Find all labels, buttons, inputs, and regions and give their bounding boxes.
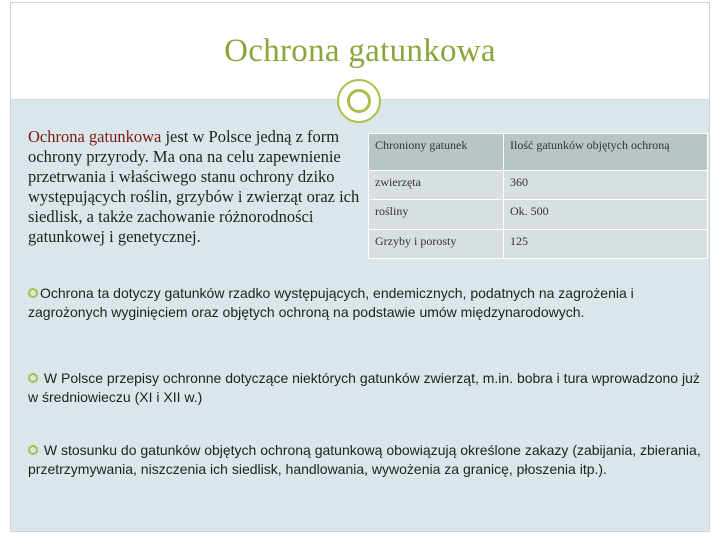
slide-title: Ochrona gatunkowa <box>224 33 496 69</box>
ring-ornament-icon <box>337 79 381 123</box>
bullet-item <box>28 284 704 322</box>
table-header: Ilość gatunków objętych ochroną <box>504 134 708 171</box>
table-header: Chroniony gatunek <box>369 134 504 171</box>
species-table <box>368 133 708 259</box>
bullet-text: W Polsce przepisy ochronne dotyczące niektórych gatunków zwierząt, m.in. bobra i tura wprowadzono już w średniowieczu (XI i XII w.) <box>28 370 700 405</box>
table-row <box>369 171 708 200</box>
table-cell: rośliny <box>369 200 504 230</box>
intro-paragraph <box>28 127 370 247</box>
intro-highlight: Ochrona gatunkowa <box>28 127 162 146</box>
table-header-row <box>369 134 708 171</box>
bullet-text: W stosunku do gatunków objętych ochroną gatunkową obowiązują określone zakazy (zabijania, zbierania, przetrzymywania, niszczenia ich siedlisk, handlowania, wywożenia za granicę, płoszenia itp.). <box>28 442 701 477</box>
bullet-icon <box>28 445 38 455</box>
bullet-icon <box>28 373 38 383</box>
table-row <box>369 230 708 259</box>
table-cell: Grzyby i porosty <box>369 230 504 259</box>
table-cell: 360 <box>504 171 708 200</box>
table-cell: zwierzęta <box>369 171 504 200</box>
ring-inner <box>347 89 371 113</box>
table-cell: Ok. 500 <box>504 200 708 230</box>
table-cell: 125 <box>504 230 708 259</box>
bullet-item <box>28 441 704 479</box>
intro-text: jest w Polsce jedną z form ochrony przyrody. Ma ona na celu zapewnienie przetrwania i właściwego stanu ochrony dziko występujących roślin, grzybów i zwierząt oraz ich siedlisk, a także zachowanie różnorodności gatunkowej i genetycznej. <box>28 127 360 246</box>
table-row <box>369 200 708 230</box>
bullet-item <box>28 369 704 407</box>
slide <box>10 2 710 532</box>
bullet-text: Ochrona ta dotyczy gatunków rzadko występujących, endemicznych, podatnych na zagrożenia i zagrożonych wyginięciem oraz objętych ochroną na podstawie umów międzynarodowych. <box>28 285 634 320</box>
bullet-icon <box>28 288 38 298</box>
